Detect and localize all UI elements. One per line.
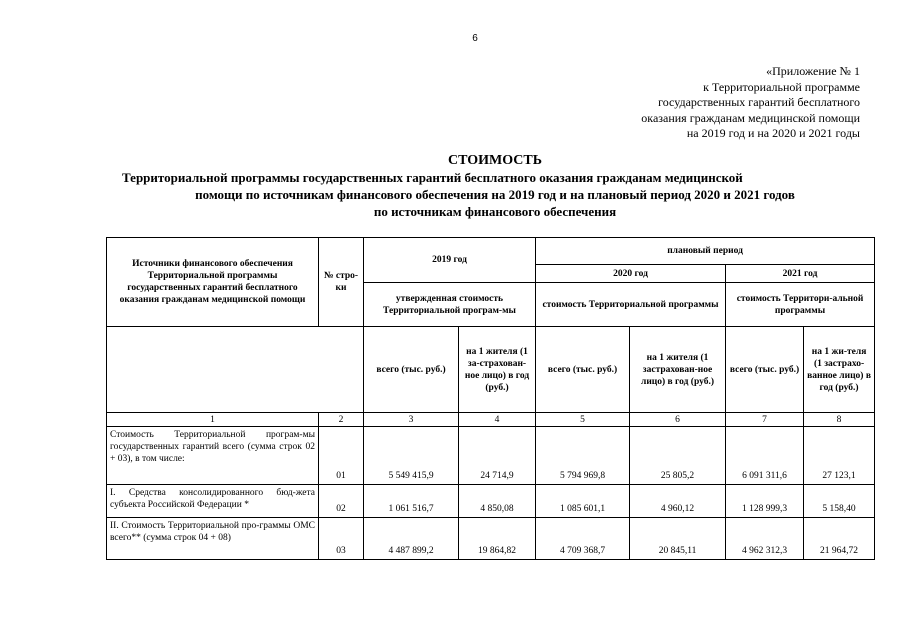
cell-per-resident-2020: 25 805,2 [630,427,726,485]
header-row-number: № стро-ки [319,238,364,327]
row-number: 02 [319,485,364,518]
cost-table [106,237,875,560]
table-row [107,485,875,518]
row-label: Стоимость Территориальной програм-мы государственных гарантий всего (сумма строк 02 + 03), в том числе: [107,427,319,485]
cell-per-resident-2020: 4 960,12 [630,485,726,518]
header-year-2020: 2020 год [536,265,726,283]
column-number: 7 [726,413,804,427]
row-label: I. Средства консолидированного бюд-жета субъекта Российской Федерации * [107,485,319,518]
appendix-line-2: к Территориальной программе [703,79,860,94]
cell-total-2021: 6 091 311,6 [726,427,804,485]
header-per-resident-2019: на 1 жителя (1 за-страхован-ное лицо) в год (руб.) [459,327,536,413]
column-number: 5 [536,413,630,427]
table-row [107,427,875,485]
cell-per-resident-2021: 27 123,1 [804,427,875,485]
header-sources: Источники финансового обеспечения Территориальной программы государственных гарантий бесплатного оказания гражданам медицинской помощи [107,238,319,327]
header-cost-2021: стоимость Территори-альной программы [726,283,875,327]
cell-total-2020: 1 085 601,1 [536,485,630,518]
row-number: 03 [319,518,364,560]
cell-total-2019: 1 061 516,7 [364,485,459,518]
cell-per-resident-2021: 21 964,72 [804,518,875,560]
column-number: 2 [319,413,364,427]
cell-total-2020: 5 794 969,8 [536,427,630,485]
cell-per-resident-2021: 5 158,40 [804,485,875,518]
header-per-resident-2020: на 1 жителя (1 застрахован-ное лицо) в год (руб.) [630,327,726,413]
subtitle-line-3: по источникам финансового обеспечения [373,204,617,219]
header-year-2021: 2021 год [726,265,875,283]
cell-total-2019: 4 487 899,2 [364,518,459,560]
header-cost-2020: стоимость Территориальной программы [536,283,726,327]
document-heading [100,152,890,220]
cell-per-resident-2019: 19 864,82 [459,518,536,560]
appendix-line-4: оказания гражданам медицинской помощи [641,110,860,125]
document-title: СТОИМОСТЬ [447,153,543,168]
page-number: 6 [472,33,478,44]
header-total-2020: всего (тыс. руб.) [536,327,630,413]
cell-per-resident-2019: 4 850,08 [459,485,536,518]
row-label: II. Стоимость Территориальной про-граммы ОМС всего** (сумма строк 04 + 08) [107,518,319,560]
column-number: 4 [459,413,536,427]
appendix-line-1: «Приложение № 1 [766,64,860,78]
row-number: 01 [319,427,364,485]
header-approved-cost: утвержденная стоимость Территориальной програм-мы [364,283,536,327]
cell-per-resident-2020: 20 845,11 [630,518,726,560]
appendix-note [641,64,860,142]
appendix-line-3: государственных гарантий бесплатного [658,95,860,109]
header-per-resident-2021: на 1 жи-теля (1 застрахо-ванное лицо) в год (руб.) [804,327,875,413]
cell-total-2020: 4 709 368,7 [536,518,630,560]
column-number: 1 [107,413,319,427]
header-total-2021: всего (тыс. руб.) [726,327,804,413]
header-year-2019: 2019 год [364,238,536,283]
header-total-2019: всего (тыс. руб.) [364,327,459,413]
cell-per-resident-2019: 24 714,9 [459,427,536,485]
column-number: 3 [364,413,459,427]
table-row [107,518,875,560]
cell-total-2021: 1 128 999,3 [726,485,804,518]
subtitle-line-1: Территориальной программы государственных гарантий бесплатного оказания гражданам медицинской [122,170,743,185]
appendix-line-5: на 2019 год и на 2020 и 2021 годы [686,126,860,140]
subtitle-line-2: помощи по источникам финансового обеспечения на 2019 год и на плановый период 2020 и 2021 годов [195,187,795,202]
header-planned-period: плановый период [536,238,875,265]
column-number: 6 [630,413,726,427]
cell-total-2019: 5 549 415,9 [364,427,459,485]
column-number: 8 [804,413,875,427]
cell-total-2021: 4 962 312,3 [726,518,804,560]
